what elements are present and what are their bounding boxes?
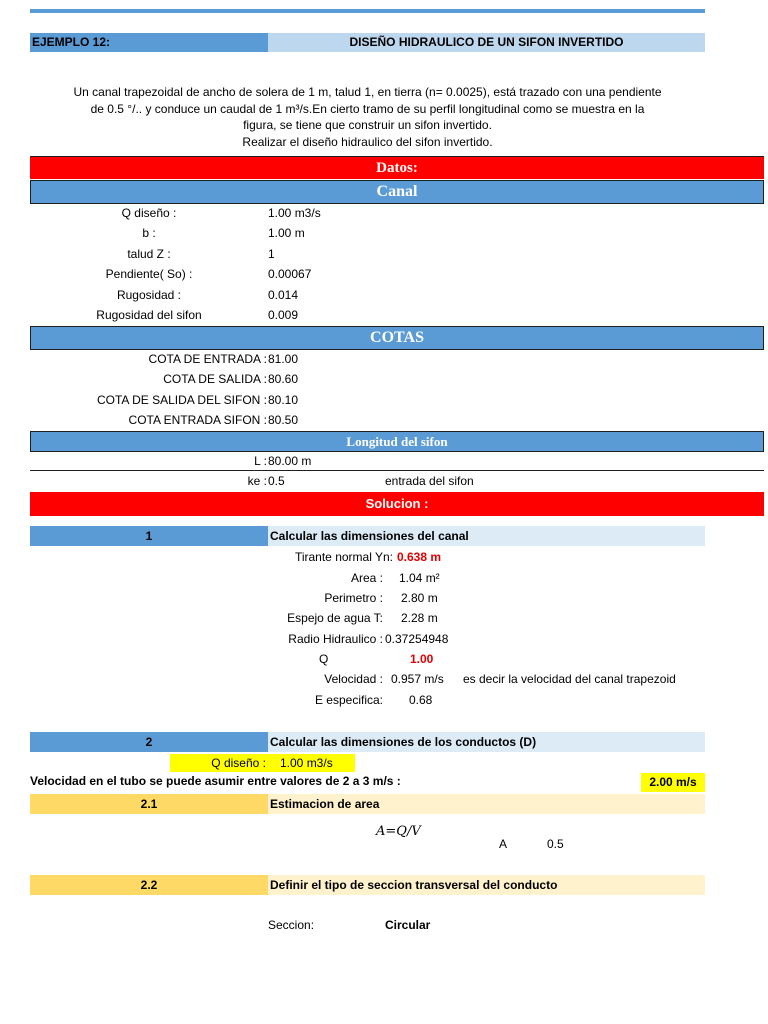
q-diseno-2-value: 1.00 m3/s [268, 754, 355, 772]
cota-entrada-label: COTA DE ENTRADA : [148, 352, 267, 366]
radio-value: 0.37254948 [385, 632, 449, 646]
cota-salida-sifon-value: 80.10 [268, 393, 299, 407]
velocidad-tubo-text: Velocidad en el tubo se puede asumir entre valores de 2 a 3 m/s : [30, 774, 401, 788]
row-divider [30, 470, 764, 471]
ke-value: 0.5 [268, 474, 285, 488]
statement-line-4: Realizar el diseño hidraulico del sifon invertido. [242, 134, 493, 149]
problem-statement [30, 84, 705, 150]
datos-title: Datos: [376, 160, 418, 176]
solucion-header [30, 492, 764, 516]
q-diseno-label: Q diseño : [121, 206, 177, 220]
step-1-title: Calcular las dimensiones del canal [268, 526, 705, 546]
step-2-number: 2 [30, 732, 268, 752]
b-value: 1.00 m [268, 226, 305, 240]
ke-note: entrada del sifon [385, 474, 474, 488]
example-label: EJEMPLO 12: [32, 35, 111, 49]
pendiente-label: Pendiente( So) : [105, 267, 193, 281]
area-value: 1.04 m² [399, 571, 440, 585]
b-label: b : [142, 226, 156, 240]
e-especifica-value: 0.68 [409, 693, 433, 707]
pendiente-value: 0.00067 [268, 267, 312, 281]
perimetro-label: Perimetro : [324, 591, 383, 605]
velocidad-label: Velocidad : [324, 672, 383, 686]
statement-line-1: Un canal trapezoidal de ancho de solera de 1 m, talud 1, en tierra (n= 0.0025), está trazado con una pendiente [73, 85, 662, 99]
document-title: DISEÑO HIDRAULICO DE UN SIFON INVERTIDO [268, 33, 705, 52]
yn-value: 0.638 m [397, 550, 442, 564]
canal-header [30, 180, 764, 204]
velocidad-note: es decir la velocidad del canal trapezoid [463, 672, 676, 686]
velocidad-value: 0.957 m/s [391, 672, 444, 686]
talud-label: talud Z : [127, 247, 171, 261]
radio-label: Radio Hidraulico : [288, 632, 383, 646]
yn-label: Tirante normal Yn: [294, 550, 393, 564]
cota-salida-label: COTA DE SALIDA : [163, 372, 267, 386]
cota-entrada-value: 81.00 [268, 352, 299, 366]
step-2-1-number: 2.1 [30, 794, 268, 814]
seccion-value: Circular [385, 918, 431, 932]
espejo-value: 2.28 m [401, 611, 438, 625]
cota-entrada-sifon-value: 80.50 [268, 413, 299, 427]
datos-header [30, 156, 764, 179]
rugosidad-label: Rugosidad : [116, 288, 182, 302]
example-label-cell [30, 33, 268, 52]
longitud-header [30, 431, 764, 452]
step-2-1-title: Estimacion de area [268, 794, 705, 814]
step-1-number: 1 [30, 526, 268, 546]
a-label: A [499, 837, 508, 851]
cota-entrada-sifon-label: COTA ENTRADA SIFON : [128, 413, 267, 427]
step-2-2-title: Definir el tipo de seccion transversal del conducto [268, 875, 705, 895]
step-2-title: Calcular las dimensiones de los conductos (D) [268, 732, 705, 752]
e-especifica-label: E especifica: [314, 693, 383, 707]
espejo-label: Espejo de agua T: [287, 611, 383, 625]
step-2-2-number: 2.2 [30, 875, 268, 895]
l-label: L : [254, 454, 267, 468]
statement-line-3: figura, se tiene que construir un sifon invertido. [243, 118, 492, 132]
q-diseno-2-label: Q diseño : [170, 754, 268, 772]
velocidad-tubo-value: 2.00 m/s [641, 773, 705, 792]
rugosidad-sifon-value: 0.009 [268, 308, 299, 322]
talud-value: 1 [268, 247, 275, 261]
area-label: Area : [350, 571, 383, 585]
rugosidad-value: 0.014 [268, 288, 299, 302]
top-accent-line [30, 9, 705, 13]
l-value: 80.00 m [268, 454, 312, 468]
q-diseno-value: 1.00 m3/s [268, 206, 321, 220]
solucion-title: Solucion : [365, 496, 429, 511]
canal-title: Canal [376, 183, 418, 200]
cotas-header [30, 326, 764, 350]
longitud-title: Longitud del sifon [346, 434, 448, 449]
cotas-title: COTAS [370, 329, 424, 346]
q-value: 1.00 [410, 652, 434, 666]
q-label: Q [319, 652, 329, 666]
ke-label: ke : [247, 474, 267, 488]
cota-salida-value: 80.60 [268, 372, 299, 386]
cota-salida-sifon-label: COTA DE SALIDA DEL SIFON : [96, 393, 267, 407]
rugosidad-sifon-label: Rugosidad del sifon [96, 308, 202, 322]
area-formula: A=Q/V [376, 824, 421, 839]
seccion-label: Seccion: [268, 918, 315, 932]
a-value: 0.5 [547, 837, 564, 851]
statement-line-2: de 0.5 °/.. y conduce un caudal de 1 m³/s.En cierto tramo de su perfil longitudinal como se muestra en la [90, 101, 645, 116]
perimetro-value: 2.80 m [401, 591, 438, 605]
